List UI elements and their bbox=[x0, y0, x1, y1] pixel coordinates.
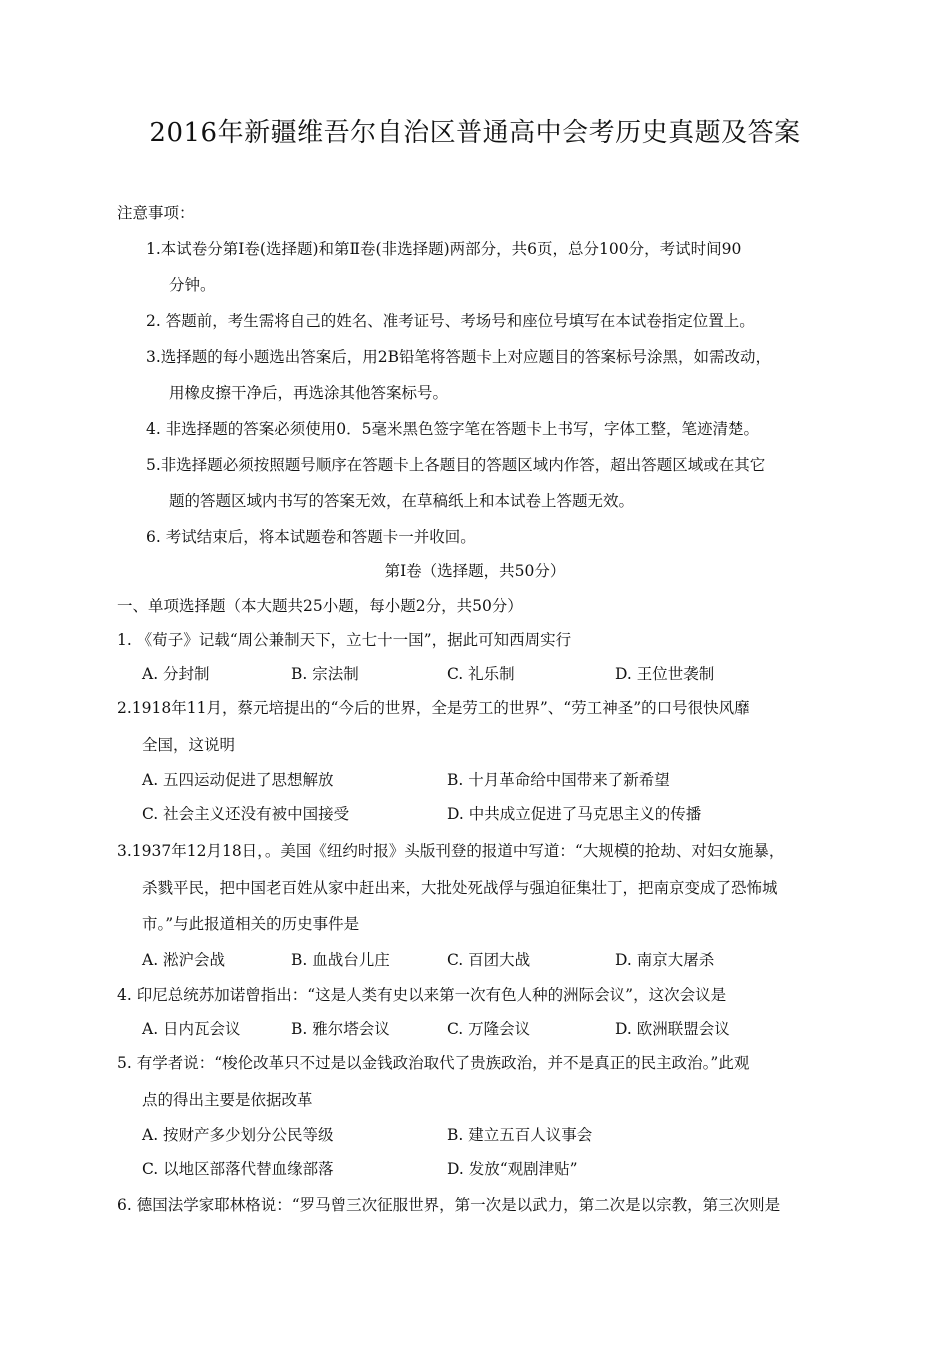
question-stem: 全国，这说明 bbox=[142, 736, 236, 754]
option-a: A. 分封制 bbox=[142, 665, 210, 683]
notice-item: 3.选择题的每小题选出答案后，用2B铅笔将答题卡上对应题目的答案标号涂黑，如需改动， bbox=[146, 348, 772, 366]
option-d: D. 中共成立促进了马克思主义的传播 bbox=[447, 805, 702, 823]
option-b: B. 宗法制 bbox=[291, 665, 359, 683]
question-stem: 2.1918年11月，蔡元培提出的“今后的世界，全是劳工的世界”、“劳工神圣”的口号很快风靡 bbox=[117, 699, 750, 717]
option-b: B. 十月革命给中国带来了新希望 bbox=[447, 771, 670, 789]
notice-item: 题的答题区域内书写的答案无效，在草稿纸上和本试卷上答题无效。 bbox=[169, 492, 635, 510]
question-stem: 6. 德国法学家耶林格说：“罗马曾三次征服世界，第一次是以武力，第二次是以宗教，第三次则是 bbox=[117, 1196, 781, 1214]
option-a: A. 日内瓦会议 bbox=[142, 1020, 241, 1038]
option-c: C. 百团大战 bbox=[447, 951, 531, 969]
notice-heading: 注意事项： bbox=[117, 204, 195, 222]
option-a: A. 按财产多少划分公民等级 bbox=[142, 1126, 334, 1144]
option-b: B. 建立五百人议事会 bbox=[447, 1126, 593, 1144]
question-stem: 杀戮平民，把中国老百姓从家中赶出来，大批处死战俘与强迫征集壮丁，把南京变成了恐怖城 bbox=[142, 879, 778, 897]
option-d: D. 发放“观剧津贴” bbox=[447, 1160, 578, 1178]
part-title: 一、单项选择题（本大题共25小题，每小题2分，共50分） bbox=[117, 597, 523, 615]
option-c: C. 万隆会议 bbox=[447, 1020, 531, 1038]
question-stem: 5. 有学者说：“梭伦改革只不过是以金钱政治取代了贵族政治，并不是真正的民主政治。”此观 bbox=[117, 1054, 750, 1072]
notice-item: 分钟。 bbox=[169, 276, 216, 294]
question-stem: 市。”与此报道相关的历史事件是 bbox=[142, 915, 360, 933]
notice-item: 1.本试卷分第Ⅰ卷(选择题)和第Ⅱ卷(非选择题)两部分，共6页，总分100分，考试时间90 bbox=[146, 240, 742, 258]
page-title: 2016年新疆维吾尔自治区普通高中会考历史真题及答案 bbox=[149, 118, 801, 148]
option-b: B. 血战台儿庄 bbox=[291, 951, 390, 969]
option-c: C. 社会主义还没有被中国接受 bbox=[142, 805, 350, 823]
option-a: A. 淞沪会战 bbox=[142, 951, 226, 969]
option-c: C. 礼乐制 bbox=[447, 665, 515, 683]
option-d: D. 南京大屠杀 bbox=[615, 951, 715, 969]
notice-item: 5.非选择题必须按照题号顺序在答题卡上各题目的答题区域内作答，超出答题区域或在其它 bbox=[146, 456, 766, 474]
notice-item: 6. 考试结束后，将本试题卷和答题卡一并收回。 bbox=[146, 528, 476, 546]
notice-item: 4. 非选择题的答案必须使用0．5毫米黑色签字笔在答题卡上书写，字体工整，笔迹清楚。 bbox=[146, 420, 759, 438]
option-b: B. 雅尔塔会议 bbox=[291, 1020, 390, 1038]
notice-item: 用橡皮擦干净后，再选涂其他答案标号。 bbox=[169, 384, 449, 402]
option-d: D. 欧洲联盟会议 bbox=[615, 1020, 730, 1038]
option-d: D. 王位世袭制 bbox=[615, 665, 715, 683]
question-stem: 1. 《荀子》记载“周公兼制天下，立七十一国”，据此可知西周实行 bbox=[117, 631, 572, 649]
question-stem: 点的得出主要是依据改革 bbox=[142, 1091, 313, 1109]
notice-item: 2. 答题前，考生需将自己的姓名、准考证号、考场号和座位号填写在本试卷指定位置上。 bbox=[146, 312, 755, 330]
section-title: 第Ⅰ卷（选择题，共50分） bbox=[384, 562, 566, 580]
question-stem: 3.1937年12月18日，。美国《纽约时报》头版刊登的报道中写道：“大规模的抢劫、对妇女施暴， bbox=[117, 842, 785, 860]
question-stem: 4. 印尼总统苏加诺曾指出：“这是人类有史以来第一次有色人种的洲际会议”，这次会议是 bbox=[117, 986, 727, 1004]
option-c: C. 以地区部落代替血缘部落 bbox=[142, 1160, 334, 1178]
option-a: A. 五四运动促进了思想解放 bbox=[142, 771, 334, 789]
